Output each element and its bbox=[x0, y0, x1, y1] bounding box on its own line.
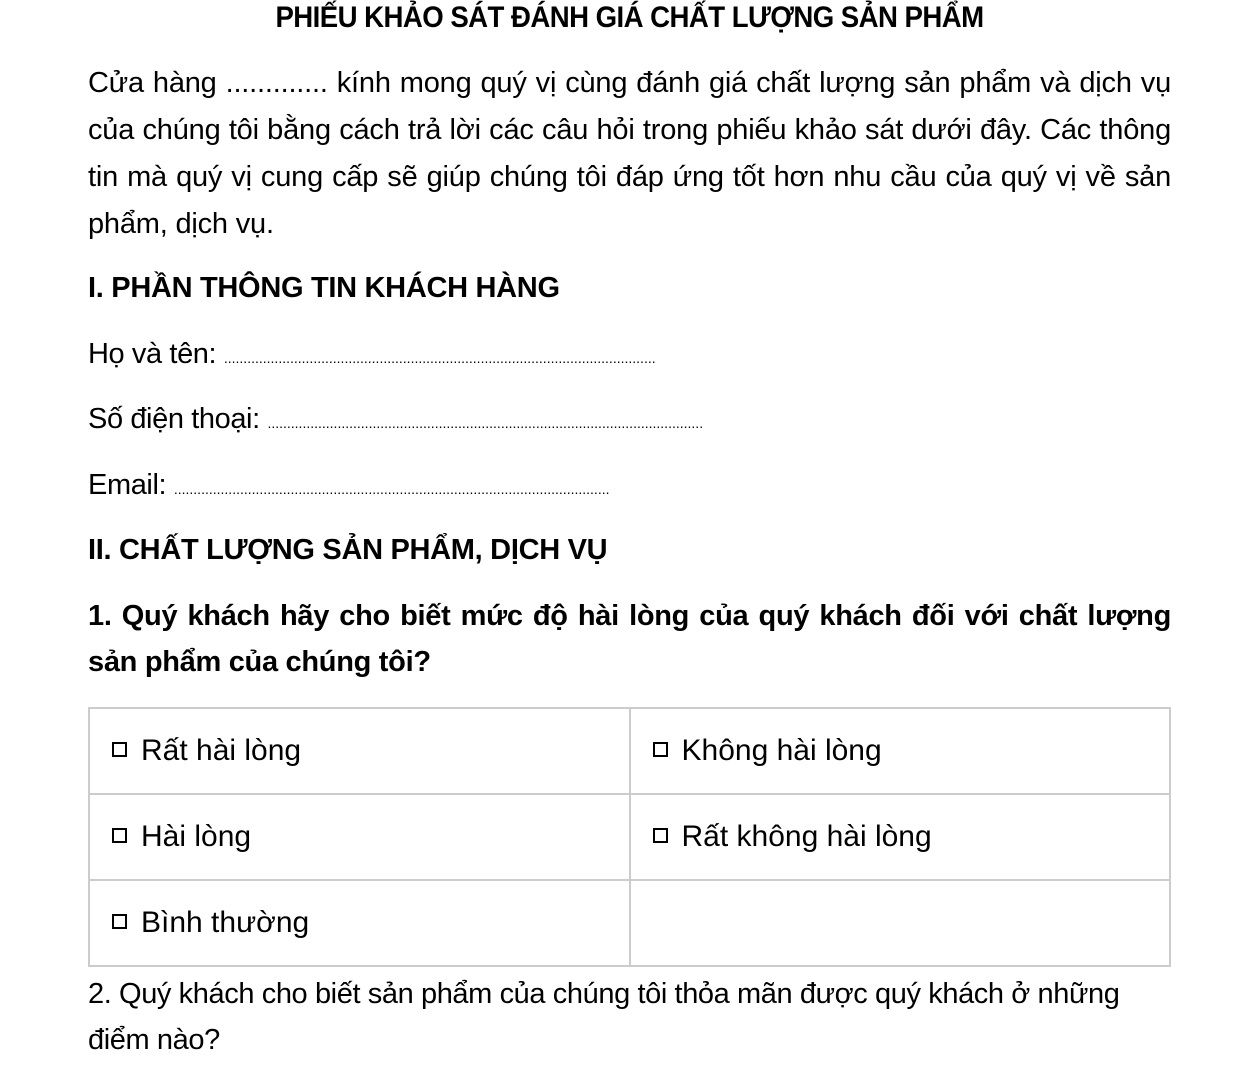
checkbox-icon[interactable] bbox=[112, 914, 127, 929]
question-2: 2. Quý khách cho biết sản phẩm của chúng tôi thỏa mãn được quý khách ở những điểm nào? bbox=[88, 978, 1120, 1056]
option-satisfied[interactable] bbox=[89, 794, 630, 880]
email-blank[interactable]: ................................................................................................................ bbox=[173, 481, 610, 497]
option-label: Bình thường bbox=[141, 906, 310, 939]
option-very-dissatisfied[interactable] bbox=[630, 794, 1171, 880]
checkbox-icon[interactable] bbox=[112, 742, 127, 757]
option-dissatisfied[interactable] bbox=[630, 708, 1171, 794]
table-row bbox=[89, 708, 1170, 794]
option-label: Rất hài lòng bbox=[141, 734, 302, 767]
email-label: Email: bbox=[88, 469, 167, 501]
phone-label: Số điện thoại: bbox=[88, 403, 260, 435]
option-label: Rất không hài lòng bbox=[681, 820, 932, 853]
full-name-field[interactable] bbox=[88, 336, 656, 376]
empty-cell bbox=[630, 880, 1171, 966]
full-name-label: Họ và tên: bbox=[88, 338, 217, 370]
option-very-satisfied[interactable] bbox=[89, 708, 630, 794]
question-1: 1. Quý khách hãy cho biết mức độ hài lòng của quý khách đối với chất lượng sản phẩm của chúng tôi? bbox=[88, 600, 1171, 678]
checkbox-icon[interactable] bbox=[653, 742, 668, 757]
satisfaction-options-table bbox=[88, 707, 1171, 967]
checkbox-icon[interactable] bbox=[112, 828, 127, 843]
section-product-quality-heading: II. CHẤT LƯỢNG SẢN PHẨM, DỊCH VỤ bbox=[88, 534, 608, 566]
document-title: PHIẾU KHẢO SÁT ĐÁNH GIÁ CHẤT LƯỢNG SẢN PHẨM bbox=[275, 1, 984, 34]
option-label: Không hài lòng bbox=[681, 734, 882, 767]
checkbox-icon[interactable] bbox=[653, 828, 668, 843]
intro-paragraph: Cửa hàng ............. kính mong quý vị cùng đánh giá chất lượng sản phẩm và dịch vụ của chúng tôi bằng cách trả lời các câu hỏi trong phiếu khảo sát dưới đây. Các thông tin mà quý vị cung cấp sẽ giúp chúng tôi đáp ứng tốt hơn nhu cầu của quý vị về sản phẩm, dịch vụ. bbox=[88, 67, 1171, 240]
section-customer-info-heading: I. PHẦN THÔNG TIN KHÁCH HÀNG bbox=[88, 272, 560, 304]
option-label: Hài lòng bbox=[141, 820, 252, 853]
email-field[interactable] bbox=[88, 467, 609, 507]
phone-blank[interactable]: ................................................................................................................ bbox=[267, 415, 704, 431]
option-neutral[interactable] bbox=[89, 880, 630, 966]
table-row bbox=[89, 880, 1170, 966]
full-name-blank[interactable]: ............................................................................................................... bbox=[223, 350, 656, 366]
table-row bbox=[89, 794, 1170, 880]
phone-field[interactable] bbox=[88, 401, 703, 441]
